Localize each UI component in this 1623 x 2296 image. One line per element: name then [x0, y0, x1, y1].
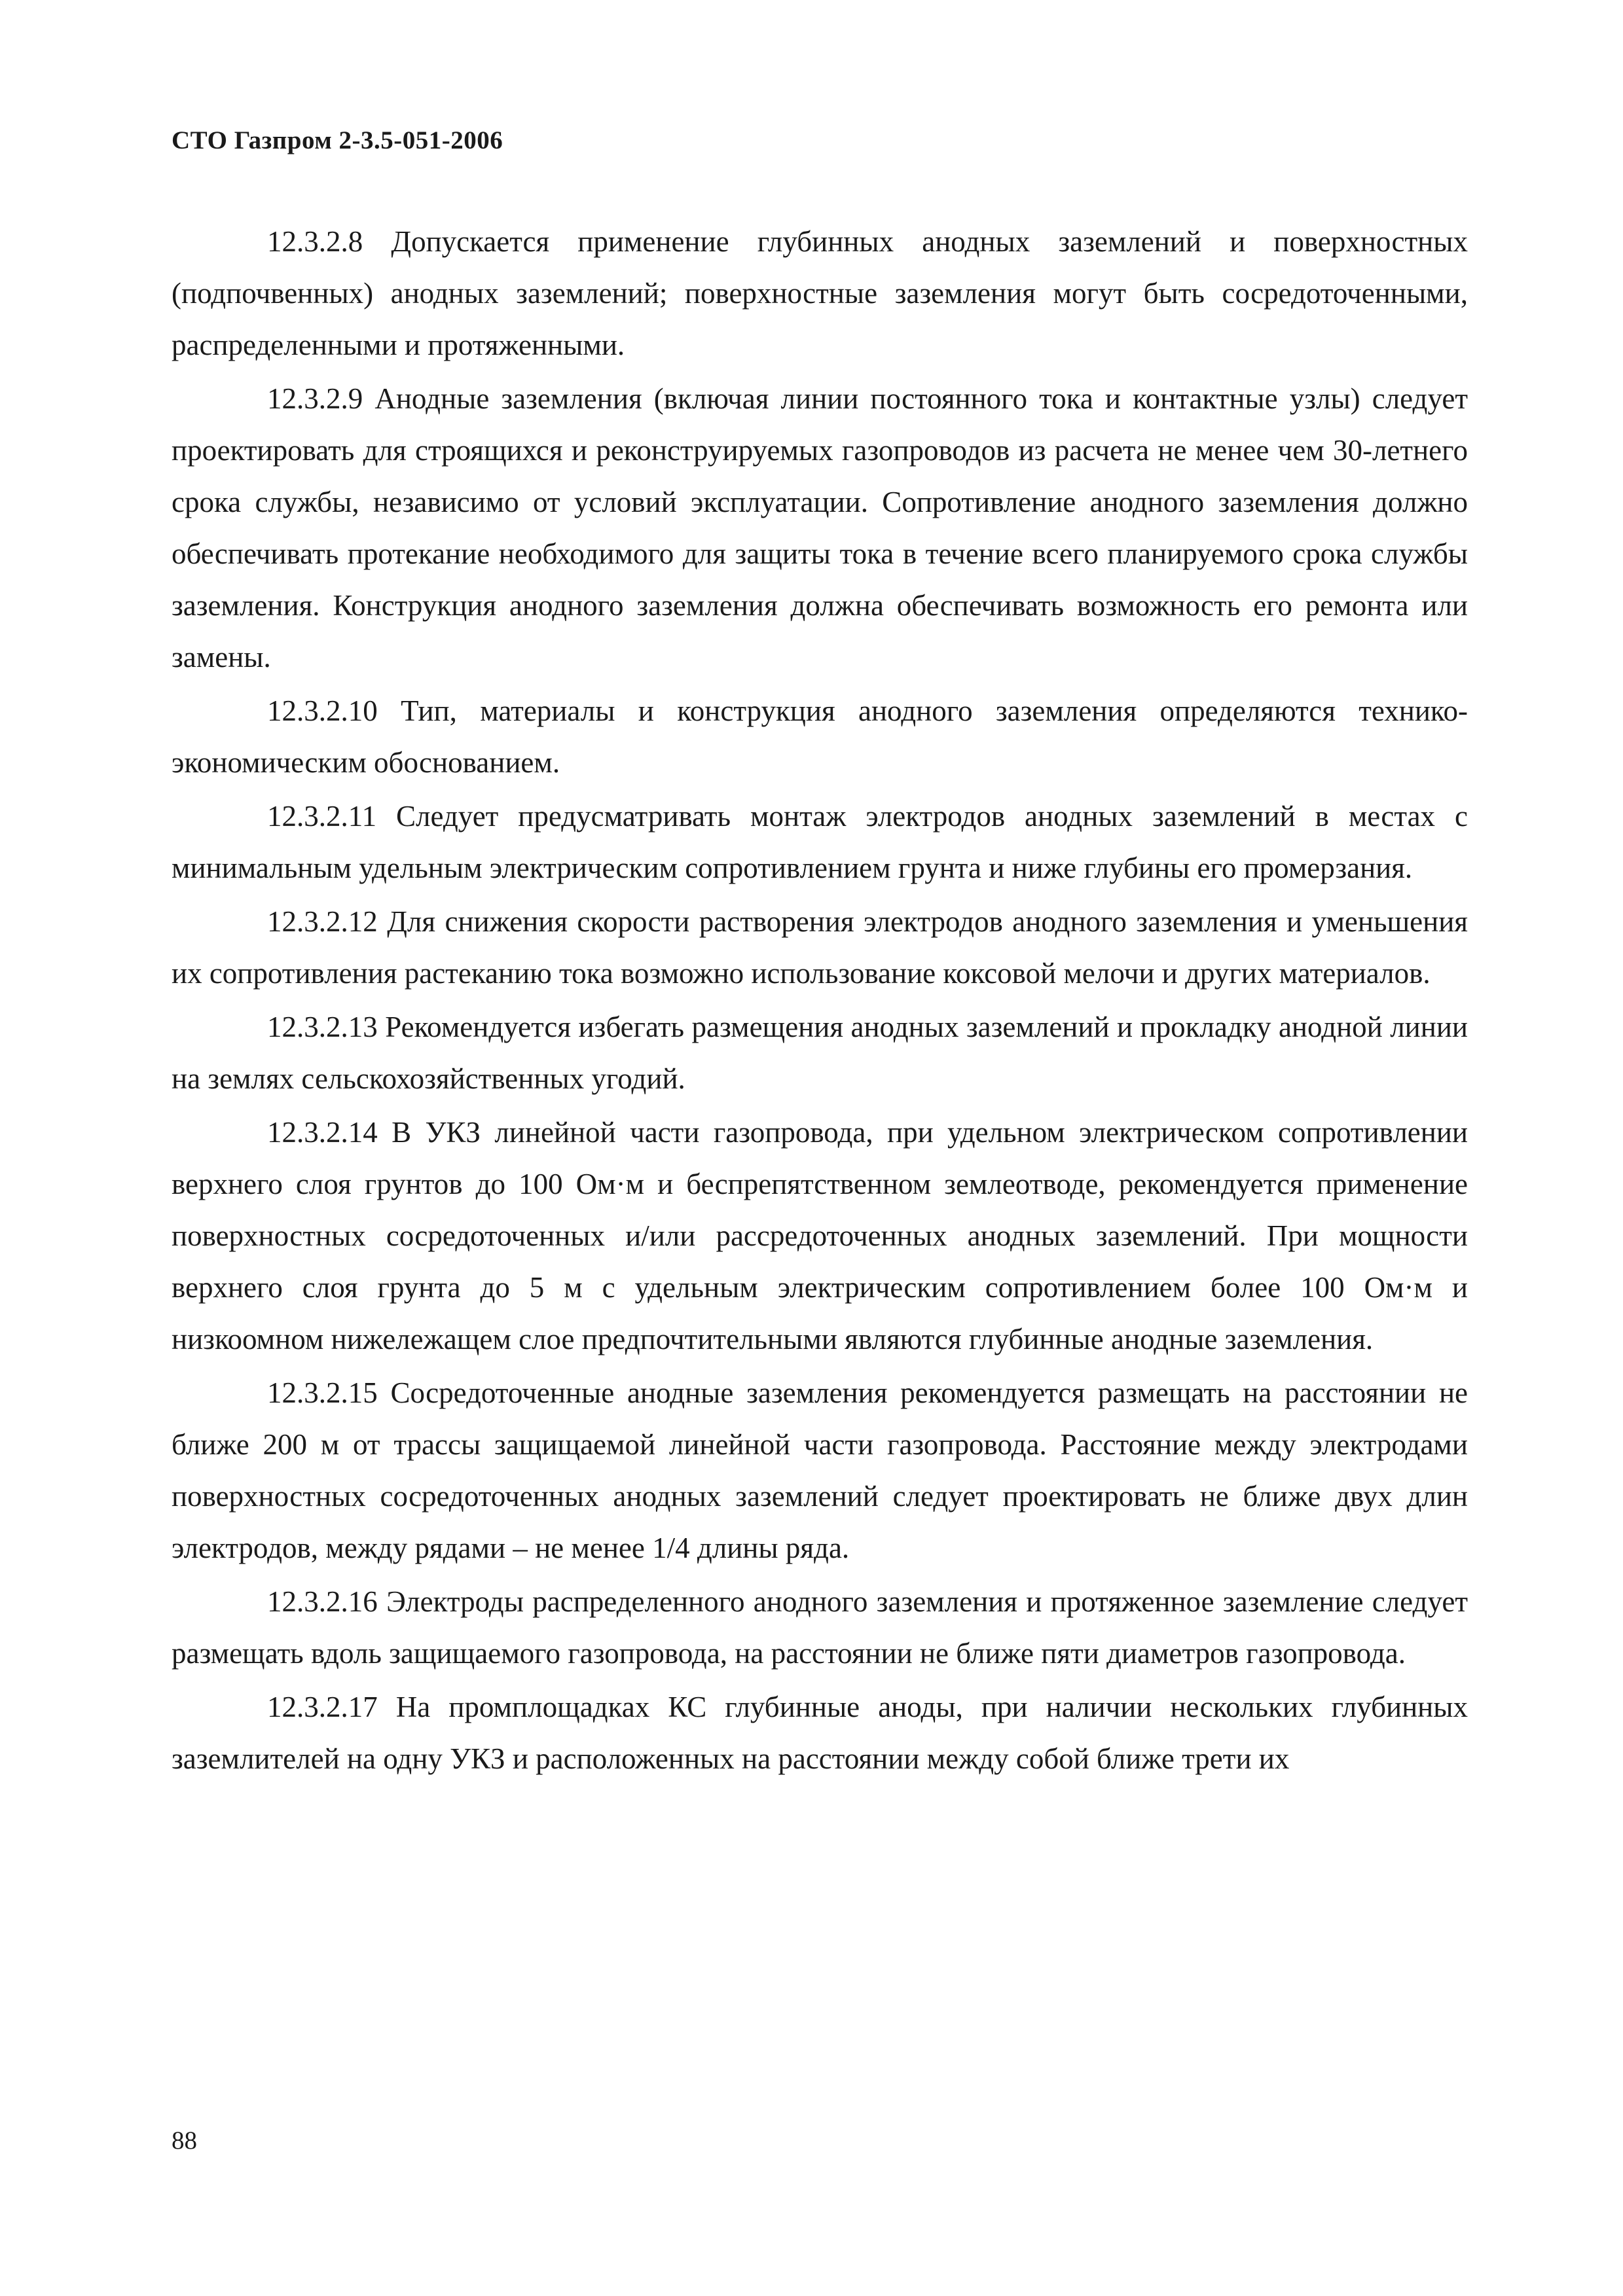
paragraph-12-3-2-17: 12.3.2.17 На промплощадках КС глубинные аноды, при наличии нескольких глубинных заземлителей на одну УКЗ и расположенных на расстоянии между собой ближе трети их — [172, 1691, 1468, 1775]
document-header: СТО Газпром 2-3.5-051-2006 — [172, 126, 503, 154]
page-number: 88 — [172, 2126, 197, 2155]
paragraph-12-3-2-13: 12.3.2.13 Рекомендуется избегать размещения анодных заземлений и прокладку анодной линии на землях сельскохозяйственных угодий. — [172, 1011, 1468, 1095]
paragraph-12-3-2-11: 12.3.2.11 Следует предусматривать монтаж электродов анодных заземлений в местах с минимальным удельным электрическим сопротивлением грунта и ниже глубины его промерзания. — [172, 800, 1468, 884]
paragraph-12-3-2-15: 12.3.2.15 Сосредоточенные анодные заземления рекомендуется размещать на расстоянии не ближе 200 м от трассы защищаемой линейной части газопровода. Расстояние между электродами поверхностных сосредоточенных анодных заземлений следует проектировать не ближе двух длин электродов, между рядами – не менее 1/4 длины ряда. — [172, 1376, 1468, 1564]
paragraph-12-3-2-16: 12.3.2.16 Электроды распределенного анодного заземления и протяженное заземление следует размещать вдоль защищаемого газопровода, на расстоянии не ближе пяти диаметров газопровода. — [172, 1585, 1468, 1670]
paragraph-12-3-2-9: 12.3.2.9 Анодные заземления (включая линии постоянного тока и контактные узлы) следует проектировать для строящихся и реконструируемых газопроводов из расчета не менее чем 30-летнего срока службы, независимо от условий эксплуатации. Сопротивление анодного заземления должно обеспечивать протекание необходимого для защиты тока в течение всего планируемого срока службы заземления. Конструкция анодного заземления должна обеспечивать возможность его ремонта или замены. — [172, 382, 1468, 673]
paragraph-12-3-2-10: 12.3.2.10 Тип, материалы и конструкция анодного заземления определяются технико-экономическим обоснованием. — [172, 694, 1468, 779]
paragraph-12-3-2-14: 12.3.2.14 В УКЗ линейной части газопровода, при удельном электрическом сопротивлении верхнего слоя грунтов до 100 Ом·м и беспрепятственном землеотводе, рекомендуется применение поверхностных сосредоточенных и/или рассредоточенных анодных заземлений. При мощности верхнего слоя грунта до 5 м с удельным электрическим сопротивлением более 100 Ом·м и низкоомном нижележащем слое предпочтительными являются глубинные анодные заземления. — [172, 1116, 1468, 1355]
document-body — [172, 216, 1468, 1787]
paragraph-12-3-2-8: 12.3.2.8 Допускается применение глубинных анодных заземлений и поверхностных (подпочвенных) анодных заземлений; поверхностные заземления могут быть сосредоточенными, распределенными и протяженными. — [172, 225, 1468, 361]
paragraph-12-3-2-12: 12.3.2.12 Для снижения скорости растворения электродов анодного заземления и уменьшения их сопротивления растеканию тока возможно использование коксовой мелочи и других материалов. — [172, 905, 1468, 990]
